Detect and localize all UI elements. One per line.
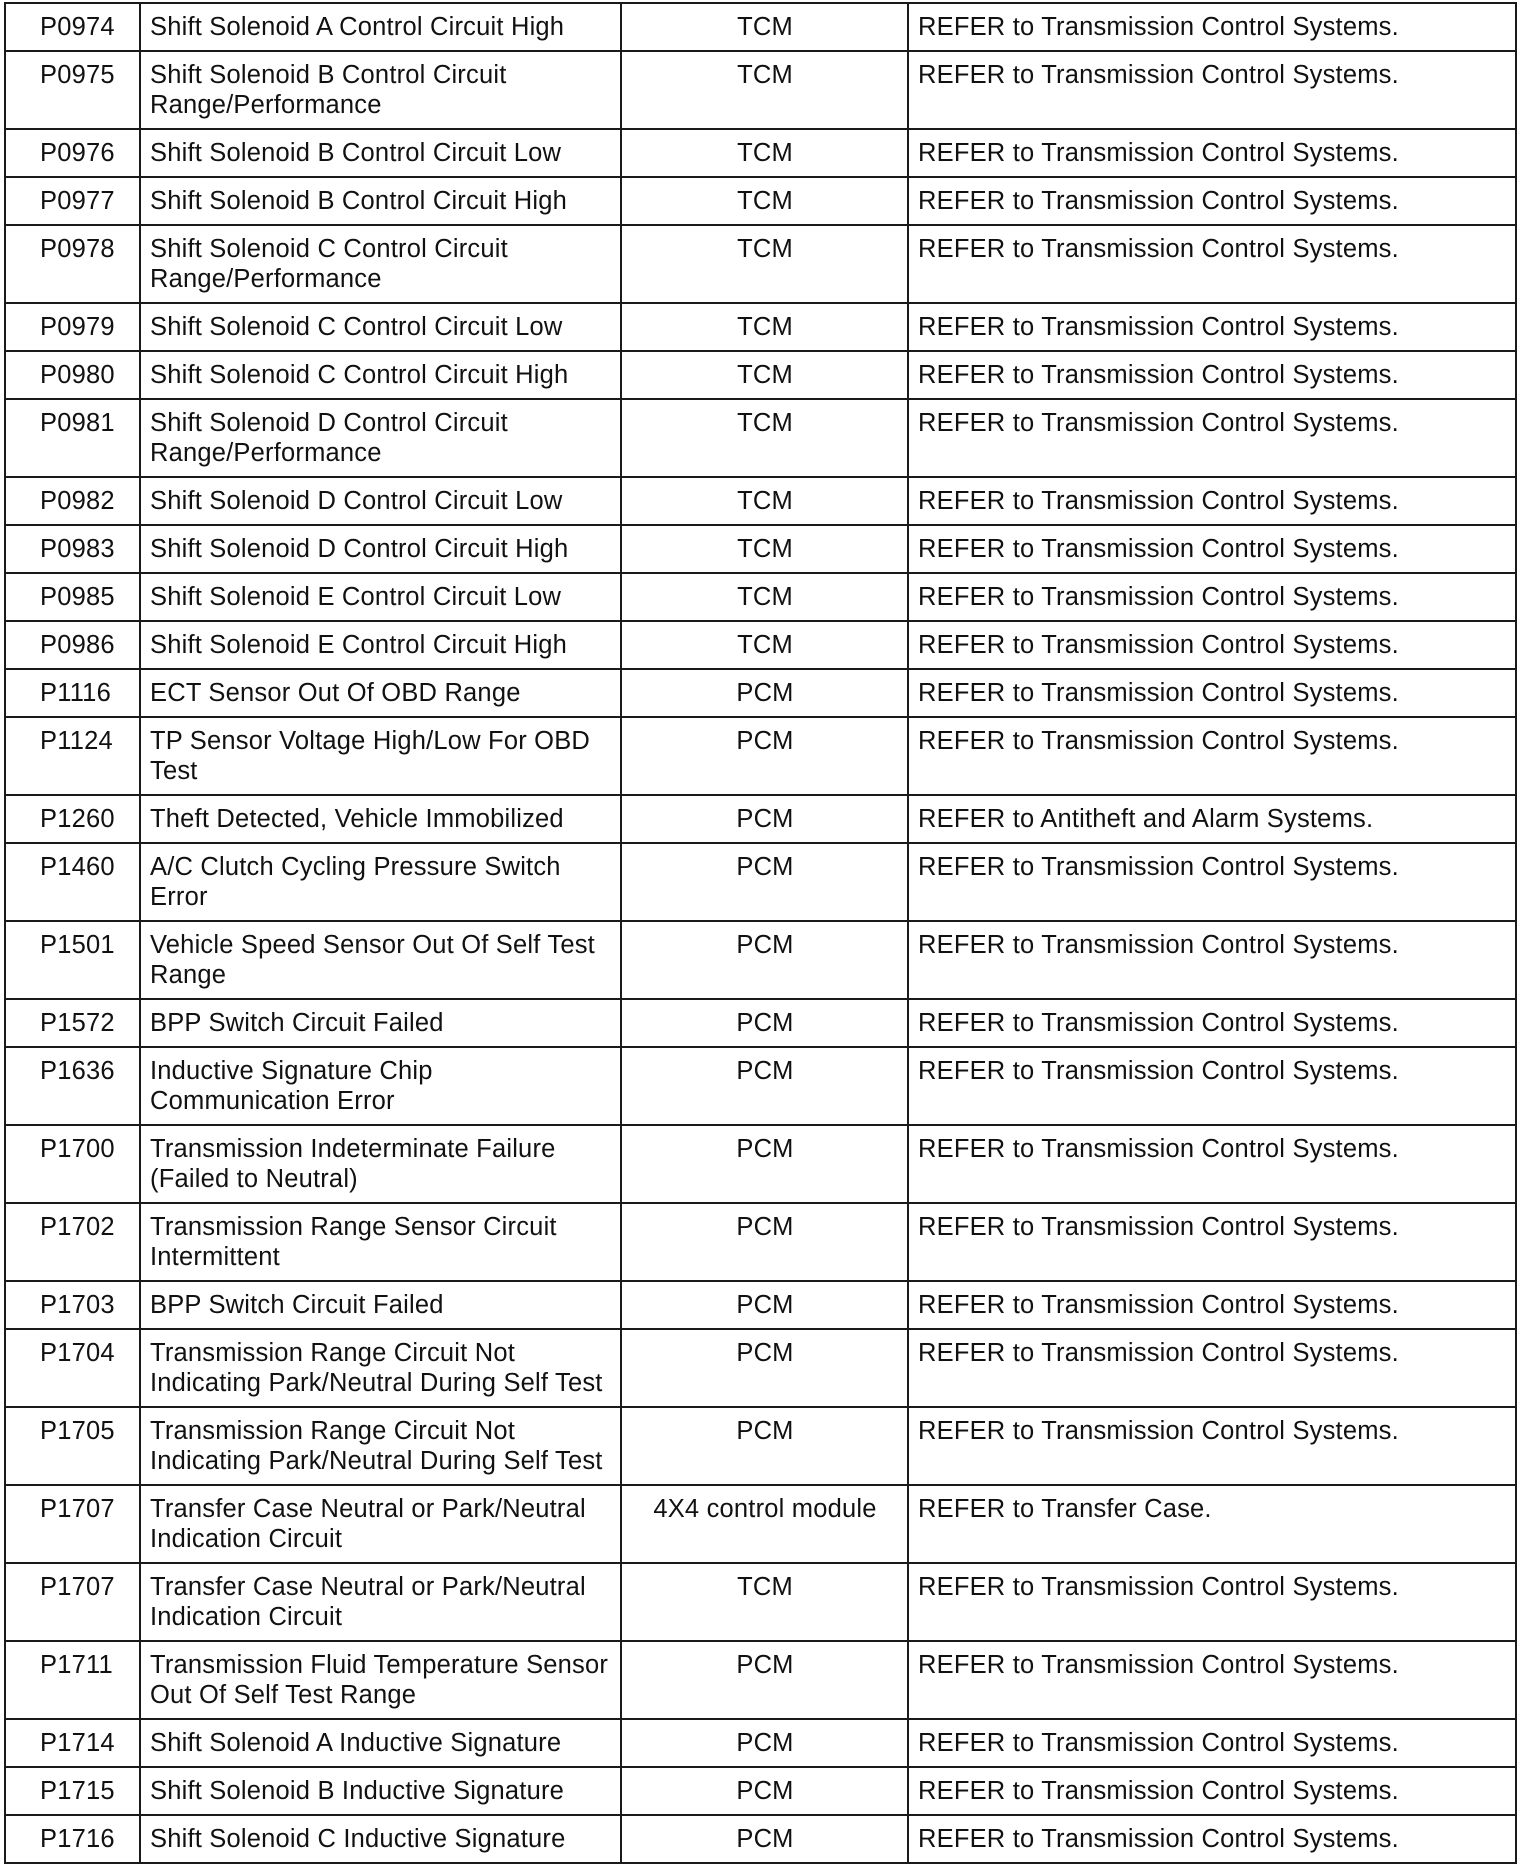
table-row [5, 399, 1516, 477]
dtc-description: ECT Sensor Out Of OBD Range [140, 669, 621, 717]
dtc-code: P1116 [5, 669, 140, 717]
dtc-code: P1707 [5, 1485, 140, 1563]
dtc-action: REFER to Transmission Control Systems. [908, 1641, 1516, 1719]
dtc-code: P0975 [5, 51, 140, 129]
dtc-description: Shift Solenoid D Control Circuit High [140, 525, 621, 573]
dtc-module: PCM [621, 999, 908, 1047]
dtc-module: PCM [621, 1281, 908, 1329]
dtc-action: REFER to Transmission Control Systems. [908, 51, 1516, 129]
table-row [5, 1203, 1516, 1281]
table-row [5, 303, 1516, 351]
dtc-code: P1124 [5, 717, 140, 795]
dtc-code: P1711 [5, 1641, 140, 1719]
dtc-code: P1260 [5, 795, 140, 843]
dtc-description: Shift Solenoid A Inductive Signature [140, 1719, 621, 1767]
dtc-module: TCM [621, 225, 908, 303]
dtc-code: P1704 [5, 1329, 140, 1407]
dtc-description: Shift Solenoid E Control Circuit Low [140, 573, 621, 621]
dtc-code: P0979 [5, 303, 140, 351]
dtc-description: Transmission Range Sensor Circuit Intermittent [140, 1203, 621, 1281]
dtc-code: P1703 [5, 1281, 140, 1329]
dtc-action: REFER to Transmission Control Systems. [908, 477, 1516, 525]
dtc-description: Shift Solenoid D Control Circuit Range/Performance [140, 399, 621, 477]
dtc-module: PCM [621, 1203, 908, 1281]
table-row [5, 1047, 1516, 1125]
dtc-action: REFER to Transmission Control Systems. [908, 129, 1516, 177]
dtc-action: REFER to Antitheft and Alarm Systems. [908, 795, 1516, 843]
dtc-description: Shift Solenoid B Control Circuit Low [140, 129, 621, 177]
dtc-description: Transmission Range Circuit Not Indicating Park/Neutral During Self Test [140, 1329, 621, 1407]
dtc-action: REFER to Transmission Control Systems. [908, 1407, 1516, 1485]
dtc-code: P1715 [5, 1767, 140, 1815]
dtc-action: REFER to Transmission Control Systems. [908, 1563, 1516, 1641]
dtc-description: Inductive Signature Chip Communication Error [140, 1047, 621, 1125]
dtc-description: BPP Switch Circuit Failed [140, 1281, 621, 1329]
dtc-description: Shift Solenoid C Control Circuit High [140, 351, 621, 399]
table-row [5, 573, 1516, 621]
dtc-action: REFER to Transmission Control Systems. [908, 921, 1516, 999]
dtc-module: TCM [621, 399, 908, 477]
dtc-action: REFER to Transmission Control Systems. [908, 669, 1516, 717]
dtc-code: P1700 [5, 1125, 140, 1203]
dtc-action: REFER to Transmission Control Systems. [908, 621, 1516, 669]
dtc-module: PCM [621, 921, 908, 999]
dtc-action: REFER to Transmission Control Systems. [908, 843, 1516, 921]
dtc-description: Shift Solenoid D Control Circuit Low [140, 477, 621, 525]
dtc-module: TCM [621, 51, 908, 129]
dtc-module: PCM [621, 1125, 908, 1203]
dtc-action: REFER to Transmission Control Systems. [908, 303, 1516, 351]
dtc-module: PCM [621, 1329, 908, 1407]
dtc-module: TCM [621, 1563, 908, 1641]
table-row [5, 225, 1516, 303]
dtc-module: PCM [621, 1407, 908, 1485]
dtc-code: P0981 [5, 399, 140, 477]
dtc-module: TCM [621, 525, 908, 573]
dtc-module: PCM [621, 717, 908, 795]
dtc-module: TCM [621, 477, 908, 525]
dtc-description: Theft Detected, Vehicle Immobilized [140, 795, 621, 843]
table-row [5, 1125, 1516, 1203]
dtc-action: REFER to Transmission Control Systems. [908, 999, 1516, 1047]
table-row [5, 999, 1516, 1047]
dtc-code: P0974 [5, 3, 140, 51]
dtc-code: P0978 [5, 225, 140, 303]
table-row [5, 1407, 1516, 1485]
dtc-description: Shift Solenoid B Inductive Signature [140, 1767, 621, 1815]
dtc-module: TCM [621, 177, 908, 225]
table-row [5, 717, 1516, 795]
dtc-action: REFER to Transfer Case. [908, 1485, 1516, 1563]
dtc-module: 4X4 control module [621, 1485, 908, 1563]
dtc-code: P1501 [5, 921, 140, 999]
dtc-module: PCM [621, 1047, 908, 1125]
dtc-description: Vehicle Speed Sensor Out Of Self Test Range [140, 921, 621, 999]
dtc-action: REFER to Transmission Control Systems. [908, 225, 1516, 303]
dtc-description: Transfer Case Neutral or Park/Neutral Indication Circuit [140, 1563, 621, 1641]
table-row [5, 1719, 1516, 1767]
dtc-action: REFER to Transmission Control Systems. [908, 177, 1516, 225]
dtc-module: TCM [621, 573, 908, 621]
dtc-action: REFER to Transmission Control Systems. [908, 1125, 1516, 1203]
table-row [5, 177, 1516, 225]
dtc-action: REFER to Transmission Control Systems. [908, 1767, 1516, 1815]
table-row [5, 843, 1516, 921]
table-row [5, 1767, 1516, 1815]
dtc-module: TCM [621, 3, 908, 51]
dtc-action: REFER to Transmission Control Systems. [908, 1281, 1516, 1329]
dtc-module: PCM [621, 1719, 908, 1767]
table-row [5, 1563, 1516, 1641]
dtc-description: TP Sensor Voltage High/Low For OBD Test [140, 717, 621, 795]
dtc-module: PCM [621, 795, 908, 843]
dtc-description: Transmission Indeterminate Failure (Failed to Neutral) [140, 1125, 621, 1203]
dtc-description: Shift Solenoid C Inductive Signature [140, 1815, 621, 1863]
dtc-code: P1705 [5, 1407, 140, 1485]
table-row [5, 621, 1516, 669]
dtc-module: TCM [621, 303, 908, 351]
dtc-description: Transfer Case Neutral or Park/Neutral Indication Circuit [140, 1485, 621, 1563]
dtc-module: PCM [621, 843, 908, 921]
dtc-description: Shift Solenoid B Control Circuit Range/Performance [140, 51, 621, 129]
dtc-module: PCM [621, 1641, 908, 1719]
table-row [5, 3, 1516, 51]
dtc-module: PCM [621, 669, 908, 717]
table-row [5, 525, 1516, 573]
table-row [5, 921, 1516, 999]
table-row [5, 1641, 1516, 1719]
dtc-code: P0977 [5, 177, 140, 225]
table-row [5, 351, 1516, 399]
dtc-code: P1716 [5, 1815, 140, 1863]
dtc-code: P0983 [5, 525, 140, 573]
dtc-action: REFER to Transmission Control Systems. [908, 573, 1516, 621]
dtc-description: Shift Solenoid C Control Circuit Low [140, 303, 621, 351]
table-row [5, 477, 1516, 525]
dtc-code: P0980 [5, 351, 140, 399]
dtc-description: Shift Solenoid E Control Circuit High [140, 621, 621, 669]
dtc-code: P0986 [5, 621, 140, 669]
dtc-code: P0985 [5, 573, 140, 621]
dtc-code: P1702 [5, 1203, 140, 1281]
dtc-description: A/C Clutch Cycling Pressure Switch Error [140, 843, 621, 921]
dtc-code: P1707 [5, 1563, 140, 1641]
table-row [5, 1815, 1516, 1863]
dtc-description: Transmission Fluid Temperature Sensor Out Of Self Test Range [140, 1641, 621, 1719]
dtc-action: REFER to Transmission Control Systems. [908, 1203, 1516, 1281]
table-row [5, 1485, 1516, 1563]
dtc-action: REFER to Transmission Control Systems. [908, 1047, 1516, 1125]
dtc-action: REFER to Transmission Control Systems. [908, 399, 1516, 477]
dtc-module: TCM [621, 351, 908, 399]
table-row [5, 795, 1516, 843]
dtc-action: REFER to Transmission Control Systems. [908, 1329, 1516, 1407]
dtc-action: REFER to Transmission Control Systems. [908, 3, 1516, 51]
dtc-action: REFER to Transmission Control Systems. [908, 717, 1516, 795]
table-row [5, 1329, 1516, 1407]
dtc-description: Shift Solenoid A Control Circuit High [140, 3, 621, 51]
dtc-description: Transmission Range Circuit Not Indicating Park/Neutral During Self Test [140, 1407, 621, 1485]
dtc-action: REFER to Transmission Control Systems. [908, 1719, 1516, 1767]
dtc-code: P0982 [5, 477, 140, 525]
dtc-action: REFER to Transmission Control Systems. [908, 351, 1516, 399]
dtc-code: P1572 [5, 999, 140, 1047]
table-row [5, 1281, 1516, 1329]
dtc-description: Shift Solenoid B Control Circuit High [140, 177, 621, 225]
dtc-code: P1636 [5, 1047, 140, 1125]
dtc-code: P0976 [5, 129, 140, 177]
dtc-description: BPP Switch Circuit Failed [140, 999, 621, 1047]
table-row [5, 669, 1516, 717]
dtc-module: PCM [621, 1815, 908, 1863]
dtc-table [4, 2, 1517, 1864]
dtc-action: REFER to Transmission Control Systems. [908, 525, 1516, 573]
table-row [5, 51, 1516, 129]
dtc-code: P1714 [5, 1719, 140, 1767]
dtc-module: PCM [621, 1767, 908, 1815]
dtc-code: P1460 [5, 843, 140, 921]
dtc-description: Shift Solenoid C Control Circuit Range/Performance [140, 225, 621, 303]
dtc-action: REFER to Transmission Control Systems. [908, 1815, 1516, 1863]
dtc-module: TCM [621, 129, 908, 177]
dtc-module: TCM [621, 621, 908, 669]
table-row [5, 129, 1516, 177]
